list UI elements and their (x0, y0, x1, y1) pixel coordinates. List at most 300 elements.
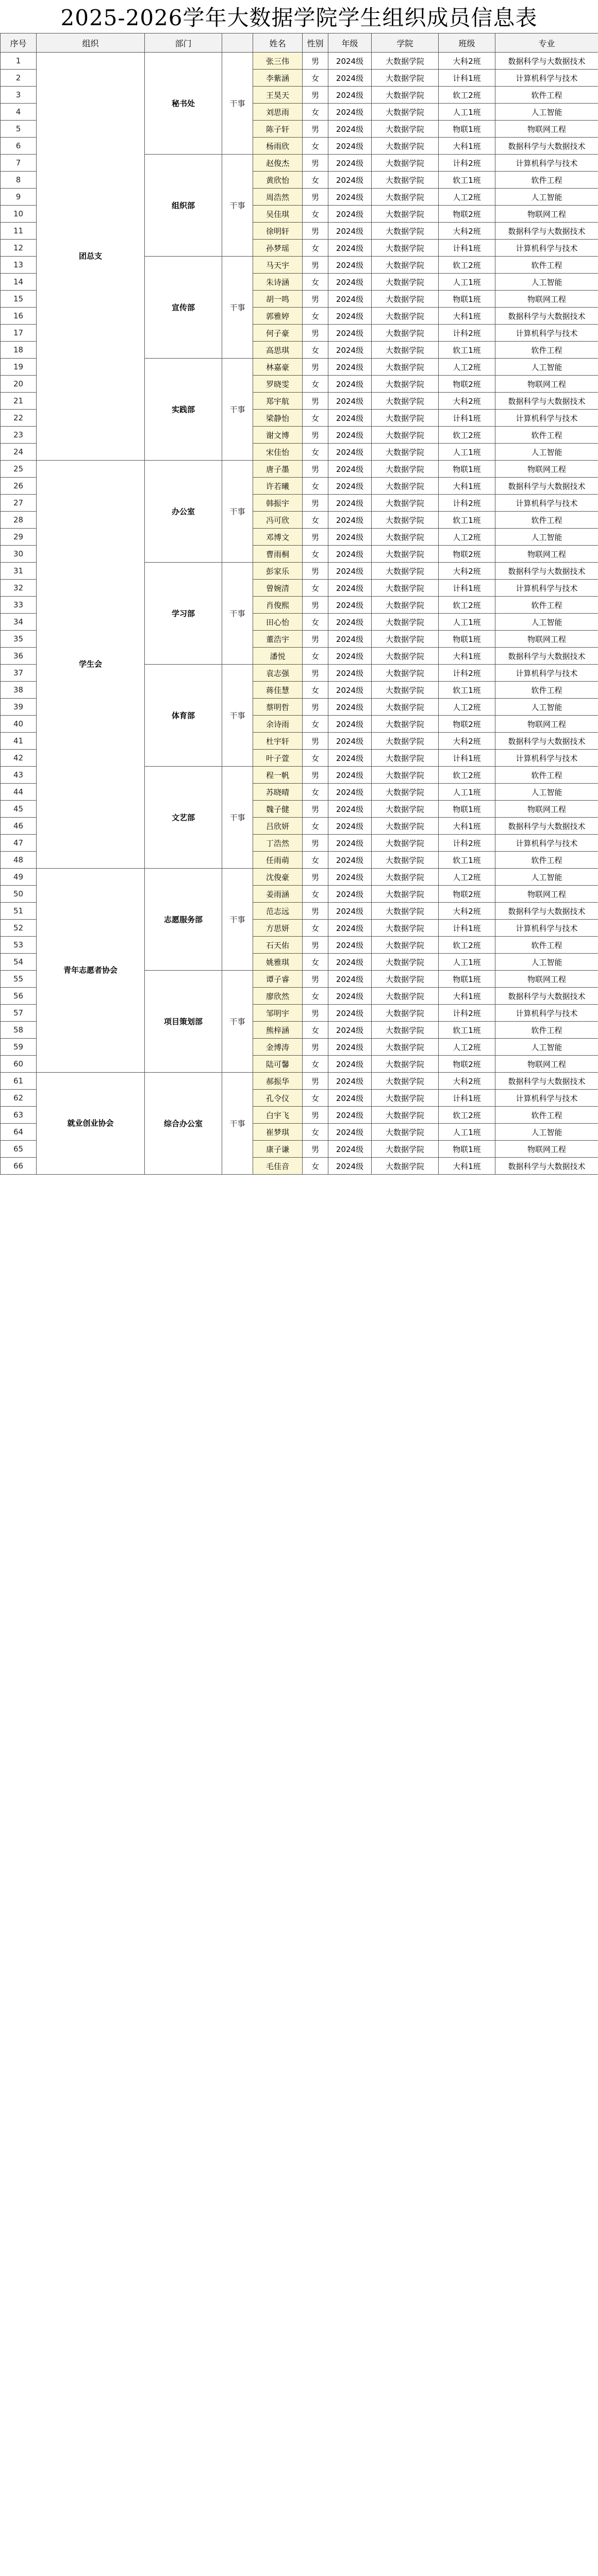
table-row (1, 869, 598, 886)
member-grade-cell: 2024级 (328, 461, 372, 478)
row-index-cell: 61 (1, 1073, 37, 1090)
member-class-cell: 软工1班 (439, 852, 495, 869)
member-grade-cell: 2024级 (328, 1056, 372, 1073)
header-cell-index: 序号 (1, 33, 37, 53)
member-name-cell: 程一帆 (253, 767, 303, 784)
member-college-cell: 大数据学院 (372, 1073, 439, 1090)
member-class-cell: 软工2班 (439, 1107, 495, 1124)
row-index-cell: 29 (1, 529, 37, 546)
member-major-cell: 软件工程 (495, 852, 598, 869)
row-index-cell: 60 (1, 1056, 37, 1073)
member-college-cell: 大数据学院 (372, 886, 439, 903)
member-major-cell: 计算机科学与技术 (495, 920, 598, 937)
member-gender-cell: 男 (303, 903, 328, 920)
member-class-cell: 软工2班 (439, 597, 495, 614)
member-name-cell: 邹明宇 (253, 1005, 303, 1022)
member-gender-cell: 男 (303, 665, 328, 682)
member-name-cell: 郑宇航 (253, 393, 303, 410)
member-college-cell: 大数据学院 (372, 614, 439, 631)
member-name-cell: 范志远 (253, 903, 303, 920)
member-grade-cell: 2024级 (328, 427, 372, 444)
row-index-cell: 62 (1, 1090, 37, 1107)
member-name-cell: 何子豪 (253, 325, 303, 342)
member-grade-cell: 2024级 (328, 393, 372, 410)
member-name-cell: 魏子健 (253, 801, 303, 818)
member-grade-cell: 2024级 (328, 716, 372, 733)
member-grade-cell: 2024级 (328, 206, 372, 223)
member-gender-cell: 男 (303, 971, 328, 988)
row-index-cell: 53 (1, 937, 37, 954)
member-college-cell: 大数据学院 (372, 291, 439, 308)
member-class-cell: 软工1班 (439, 682, 495, 699)
member-major-cell: 物联网工程 (495, 1141, 598, 1158)
member-grade-cell: 2024级 (328, 274, 372, 291)
member-grade-cell: 2024级 (328, 1005, 372, 1022)
member-name-cell: 曾婉清 (253, 580, 303, 597)
member-grade-cell: 2024级 (328, 87, 372, 104)
member-class-cell: 物联1班 (439, 971, 495, 988)
member-name-cell: 孔令仪 (253, 1090, 303, 1107)
row-index-cell: 30 (1, 546, 37, 563)
member-grade-cell: 2024级 (328, 563, 372, 580)
row-index-cell: 58 (1, 1022, 37, 1039)
department-cell: 实践部 (145, 359, 222, 461)
header-cell-grade: 年级 (328, 33, 372, 53)
member-grade-cell: 2024级 (328, 869, 372, 886)
member-college-cell: 大数据学院 (372, 155, 439, 172)
role-category-cell: 干事 (222, 461, 253, 563)
member-grade-cell: 2024级 (328, 1090, 372, 1107)
member-gender-cell: 男 (303, 631, 328, 648)
row-index-cell: 19 (1, 359, 37, 376)
member-class-cell: 大科2班 (439, 53, 495, 70)
member-college-cell: 大数据学院 (372, 1039, 439, 1056)
member-major-cell: 数据科学与大数据技术 (495, 903, 598, 920)
member-college-cell: 大数据学院 (372, 580, 439, 597)
member-college-cell: 大数据学院 (372, 631, 439, 648)
member-name-cell: 谭子睿 (253, 971, 303, 988)
member-grade-cell: 2024级 (328, 291, 372, 308)
member-name-cell: 韩振宇 (253, 495, 303, 512)
member-gender-cell: 女 (303, 580, 328, 597)
organization-cell: 学生会 (37, 461, 145, 869)
member-grade-cell: 2024级 (328, 495, 372, 512)
row-index-cell: 40 (1, 716, 37, 733)
member-major-cell: 软件工程 (495, 257, 598, 274)
member-gender-cell: 女 (303, 920, 328, 937)
member-class-cell: 计科1班 (439, 1090, 495, 1107)
member-gender-cell: 女 (303, 1022, 328, 1039)
member-college-cell: 大数据学院 (372, 104, 439, 121)
member-name-cell: 高思琪 (253, 342, 303, 359)
member-class-cell: 人工1班 (439, 274, 495, 291)
member-major-cell: 人工智能 (495, 104, 598, 121)
member-grade-cell: 2024级 (328, 529, 372, 546)
member-college-cell: 大数据学院 (372, 920, 439, 937)
member-class-cell: 物联1班 (439, 291, 495, 308)
member-name-cell: 张三伟 (253, 53, 303, 70)
member-college-cell: 大数据学院 (372, 53, 439, 70)
member-grade-cell: 2024级 (328, 852, 372, 869)
member-major-cell: 数据科学与大数据技术 (495, 1158, 598, 1175)
member-gender-cell: 女 (303, 614, 328, 631)
member-class-cell: 软工1班 (439, 1022, 495, 1039)
department-cell: 项目策划部 (145, 971, 222, 1073)
member-grade-cell: 2024级 (328, 699, 372, 716)
member-college-cell: 大数据学院 (372, 648, 439, 665)
member-grade-cell: 2024级 (328, 784, 372, 801)
member-class-cell: 人工1班 (439, 614, 495, 631)
member-grade-cell: 2024级 (328, 1124, 372, 1141)
member-grade-cell: 2024级 (328, 104, 372, 121)
row-index-cell: 46 (1, 818, 37, 835)
member-college-cell: 大数据学院 (372, 767, 439, 784)
row-index-cell: 31 (1, 563, 37, 580)
member-college-cell: 大数据学院 (372, 495, 439, 512)
department-cell: 组织部 (145, 155, 222, 257)
member-major-cell: 物联网工程 (495, 971, 598, 988)
department-cell: 文艺部 (145, 767, 222, 869)
member-class-cell: 大科2班 (439, 223, 495, 240)
member-name-cell: 赵俊杰 (253, 155, 303, 172)
row-index-cell: 39 (1, 699, 37, 716)
member-name-cell: 毛佳音 (253, 1158, 303, 1175)
row-index-cell: 21 (1, 393, 37, 410)
member-gender-cell: 女 (303, 750, 328, 767)
member-gender-cell: 女 (303, 716, 328, 733)
member-name-cell: 罗晓雯 (253, 376, 303, 393)
member-college-cell: 大数据学院 (372, 1124, 439, 1141)
member-major-cell: 计算机科学与技术 (495, 495, 598, 512)
member-gender-cell: 女 (303, 308, 328, 325)
member-class-cell: 软工1班 (439, 342, 495, 359)
member-college-cell: 大数据学院 (372, 733, 439, 750)
member-major-cell: 物联网工程 (495, 461, 598, 478)
member-grade-cell: 2024级 (328, 121, 372, 138)
row-index-cell: 54 (1, 954, 37, 971)
member-major-cell: 物联网工程 (495, 1056, 598, 1073)
member-college-cell: 大数据学院 (372, 325, 439, 342)
member-class-cell: 计科1班 (439, 580, 495, 597)
member-name-cell: 田心怡 (253, 614, 303, 631)
member-gender-cell: 男 (303, 155, 328, 172)
member-name-cell: 林嘉豪 (253, 359, 303, 376)
member-grade-cell: 2024级 (328, 835, 372, 852)
member-gender-cell: 男 (303, 223, 328, 240)
row-index-cell: 38 (1, 682, 37, 699)
member-college-cell: 大数据学院 (372, 206, 439, 223)
member-name-cell: 冯可欣 (253, 512, 303, 529)
row-index-cell: 17 (1, 325, 37, 342)
member-major-cell: 物联网工程 (495, 206, 598, 223)
member-college-cell: 大数据学院 (372, 563, 439, 580)
member-gender-cell: 男 (303, 563, 328, 580)
member-name-cell: 吴佳琪 (253, 206, 303, 223)
role-category-cell: 干事 (222, 869, 253, 971)
member-grade-cell: 2024级 (328, 920, 372, 937)
member-grade-cell: 2024级 (328, 189, 372, 206)
member-name-cell: 李紫涵 (253, 70, 303, 87)
member-college-cell: 大数据学院 (372, 597, 439, 614)
header-cell-class: 班级 (439, 33, 495, 53)
organization-cell: 团总支 (37, 53, 145, 461)
member-major-cell: 软件工程 (495, 172, 598, 189)
row-index-cell: 1 (1, 53, 37, 70)
member-college-cell: 大数据学院 (372, 138, 439, 155)
row-index-cell: 37 (1, 665, 37, 682)
member-major-cell: 数据科学与大数据技术 (495, 648, 598, 665)
member-gender-cell: 女 (303, 784, 328, 801)
member-class-cell: 计科2班 (439, 665, 495, 682)
row-index-cell: 65 (1, 1141, 37, 1158)
member-class-cell: 软工2班 (439, 87, 495, 104)
table-title: 2025-2026学年大数据学院学生组织成员信息表 (0, 0, 598, 33)
member-class-cell: 物联1班 (439, 631, 495, 648)
organization-cell: 青年志愿者协会 (37, 869, 145, 1073)
member-major-cell: 软件工程 (495, 427, 598, 444)
member-class-cell: 人工1班 (439, 104, 495, 121)
member-major-cell: 物联网工程 (495, 121, 598, 138)
row-index-cell: 3 (1, 87, 37, 104)
role-category-cell: 干事 (222, 53, 253, 155)
member-gender-cell: 男 (303, 427, 328, 444)
member-roster-table (0, 33, 598, 1175)
member-major-cell: 物联网工程 (495, 716, 598, 733)
member-class-cell: 计科2班 (439, 155, 495, 172)
header-cell-gender: 性别 (303, 33, 328, 53)
member-class-cell: 软工1班 (439, 172, 495, 189)
header-row (1, 33, 598, 53)
member-college-cell: 大数据学院 (372, 869, 439, 886)
organization-cell: 就业创业协会 (37, 1073, 145, 1175)
member-gender-cell: 女 (303, 852, 328, 869)
member-major-cell: 人工智能 (495, 274, 598, 291)
member-gender-cell: 男 (303, 53, 328, 70)
member-class-cell: 人工2班 (439, 869, 495, 886)
member-major-cell: 计算机科学与技术 (495, 835, 598, 852)
member-college-cell: 大数据学院 (372, 1107, 439, 1124)
member-major-cell: 人工智能 (495, 359, 598, 376)
row-index-cell: 28 (1, 512, 37, 529)
member-major-cell: 软件工程 (495, 597, 598, 614)
member-gender-cell: 女 (303, 886, 328, 903)
member-gender-cell: 男 (303, 393, 328, 410)
member-grade-cell: 2024级 (328, 1039, 372, 1056)
member-major-cell: 数据科学与大数据技术 (495, 988, 598, 1005)
member-grade-cell: 2024级 (328, 546, 372, 563)
member-name-cell: 刘思雨 (253, 104, 303, 121)
member-grade-cell: 2024级 (328, 682, 372, 699)
member-grade-cell: 2024级 (328, 53, 372, 70)
member-name-cell: 郭雅婷 (253, 308, 303, 325)
member-grade-cell: 2024级 (328, 614, 372, 631)
roster-body (1, 53, 598, 1175)
member-gender-cell: 男 (303, 359, 328, 376)
member-gender-cell: 男 (303, 257, 328, 274)
row-index-cell: 9 (1, 189, 37, 206)
member-major-cell: 计算机科学与技术 (495, 1090, 598, 1107)
member-college-cell: 大数据学院 (372, 529, 439, 546)
member-class-cell: 物联2班 (439, 716, 495, 733)
member-grade-cell: 2024级 (328, 257, 372, 274)
member-major-cell: 计算机科学与技术 (495, 410, 598, 427)
member-name-cell: 曹雨桐 (253, 546, 303, 563)
member-gender-cell: 女 (303, 1124, 328, 1141)
member-grade-cell: 2024级 (328, 1073, 372, 1090)
member-grade-cell: 2024级 (328, 172, 372, 189)
member-class-cell: 计科1班 (439, 920, 495, 937)
member-grade-cell: 2024级 (328, 410, 372, 427)
member-class-cell: 计科2班 (439, 1005, 495, 1022)
member-class-cell: 计科1班 (439, 410, 495, 427)
member-gender-cell: 女 (303, 512, 328, 529)
header-cell-department: 部门 (145, 33, 222, 53)
member-name-cell: 姜雨涵 (253, 886, 303, 903)
row-index-cell: 11 (1, 223, 37, 240)
member-college-cell: 大数据学院 (372, 359, 439, 376)
member-grade-cell: 2024级 (328, 733, 372, 750)
member-gender-cell: 女 (303, 478, 328, 495)
member-college-cell: 大数据学院 (372, 393, 439, 410)
department-cell: 办公室 (145, 461, 222, 563)
member-class-cell: 人工1班 (439, 444, 495, 461)
row-index-cell: 36 (1, 648, 37, 665)
member-class-cell: 大科1班 (439, 818, 495, 835)
row-index-cell: 49 (1, 869, 37, 886)
member-gender-cell: 女 (303, 988, 328, 1005)
member-college-cell: 大数据学院 (372, 274, 439, 291)
member-name-cell: 朱诗涵 (253, 274, 303, 291)
member-name-cell: 杜宇轩 (253, 733, 303, 750)
member-gender-cell: 男 (303, 733, 328, 750)
member-gender-cell: 男 (303, 937, 328, 954)
member-class-cell: 大科1班 (439, 308, 495, 325)
member-name-cell: 任雨萌 (253, 852, 303, 869)
member-grade-cell: 2024级 (328, 70, 372, 87)
member-college-cell: 大数据学院 (372, 716, 439, 733)
member-name-cell: 董浩宇 (253, 631, 303, 648)
member-major-cell: 数据科学与大数据技术 (495, 563, 598, 580)
row-index-cell: 2 (1, 70, 37, 87)
member-class-cell: 大科1班 (439, 138, 495, 155)
member-class-cell: 物联1班 (439, 1141, 495, 1158)
member-name-cell: 廖欣然 (253, 988, 303, 1005)
member-grade-cell: 2024级 (328, 665, 372, 682)
member-major-cell: 软件工程 (495, 342, 598, 359)
member-gender-cell: 女 (303, 1056, 328, 1073)
role-category-cell: 干事 (222, 665, 253, 767)
member-gender-cell: 女 (303, 240, 328, 257)
member-college-cell: 大数据学院 (372, 189, 439, 206)
member-grade-cell: 2024级 (328, 155, 372, 172)
member-gender-cell: 女 (303, 546, 328, 563)
member-name-cell: 苏晓晴 (253, 784, 303, 801)
member-major-cell: 数据科学与大数据技术 (495, 223, 598, 240)
member-name-cell: 余诗雨 (253, 716, 303, 733)
member-gender-cell: 男 (303, 121, 328, 138)
row-index-cell: 43 (1, 767, 37, 784)
department-cell: 体育部 (145, 665, 222, 767)
member-class-cell: 物联2班 (439, 206, 495, 223)
row-index-cell: 27 (1, 495, 37, 512)
member-grade-cell: 2024级 (328, 325, 372, 342)
member-college-cell: 大数据学院 (372, 699, 439, 716)
member-major-cell: 软件工程 (495, 87, 598, 104)
member-grade-cell: 2024级 (328, 801, 372, 818)
row-index-cell: 10 (1, 206, 37, 223)
member-class-cell: 软工2班 (439, 257, 495, 274)
member-college-cell: 大数据学院 (372, 342, 439, 359)
member-name-cell: 许若曦 (253, 478, 303, 495)
member-major-cell: 人工智能 (495, 444, 598, 461)
member-class-cell: 大科2班 (439, 903, 495, 920)
member-name-cell: 沈俊豪 (253, 869, 303, 886)
member-class-cell: 大科2班 (439, 563, 495, 580)
member-college-cell: 大数据学院 (372, 546, 439, 563)
member-class-cell: 软工1班 (439, 512, 495, 529)
member-college-cell: 大数据学院 (372, 988, 439, 1005)
row-index-cell: 32 (1, 580, 37, 597)
member-class-cell: 人工2班 (439, 359, 495, 376)
member-gender-cell: 男 (303, 1073, 328, 1090)
member-major-cell: 软件工程 (495, 767, 598, 784)
member-grade-cell: 2024级 (328, 478, 372, 495)
member-class-cell: 人工2班 (439, 1039, 495, 1056)
member-major-cell: 计算机科学与技术 (495, 580, 598, 597)
member-major-cell: 数据科学与大数据技术 (495, 53, 598, 70)
member-class-cell: 物联1班 (439, 801, 495, 818)
member-grade-cell: 2024级 (328, 512, 372, 529)
row-index-cell: 22 (1, 410, 37, 427)
row-index-cell: 52 (1, 920, 37, 937)
row-index-cell: 25 (1, 461, 37, 478)
member-class-cell: 物联2班 (439, 546, 495, 563)
row-index-cell: 35 (1, 631, 37, 648)
member-college-cell: 大数据学院 (372, 478, 439, 495)
member-class-cell: 软工2班 (439, 937, 495, 954)
member-college-cell: 大数据学院 (372, 954, 439, 971)
row-index-cell: 63 (1, 1107, 37, 1124)
member-name-cell: 白宇飞 (253, 1107, 303, 1124)
header-cell-major: 专业 (495, 33, 598, 53)
member-name-cell: 郝振华 (253, 1073, 303, 1090)
member-gender-cell: 男 (303, 767, 328, 784)
member-class-cell: 大科1班 (439, 648, 495, 665)
member-class-cell: 大科2班 (439, 393, 495, 410)
member-name-cell: 彭家乐 (253, 563, 303, 580)
row-index-cell: 64 (1, 1124, 37, 1141)
member-name-cell: 陆可馨 (253, 1056, 303, 1073)
member-college-cell: 大数据学院 (372, 835, 439, 852)
member-gender-cell: 女 (303, 70, 328, 87)
member-college-cell: 大数据学院 (372, 1158, 439, 1175)
member-grade-cell: 2024级 (328, 359, 372, 376)
member-major-cell: 人工智能 (495, 614, 598, 631)
member-gender-cell: 男 (303, 461, 328, 478)
member-college-cell: 大数据学院 (372, 818, 439, 835)
role-category-cell: 干事 (222, 1073, 253, 1175)
member-grade-cell: 2024级 (328, 597, 372, 614)
member-major-cell: 计算机科学与技术 (495, 70, 598, 87)
member-gender-cell: 男 (303, 87, 328, 104)
member-major-cell: 数据科学与大数据技术 (495, 138, 598, 155)
member-major-cell: 人工智能 (495, 699, 598, 716)
member-grade-cell: 2024级 (328, 580, 372, 597)
member-gender-cell: 女 (303, 648, 328, 665)
member-class-cell: 人工2班 (439, 699, 495, 716)
row-index-cell: 12 (1, 240, 37, 257)
department-cell: 志愿服务部 (145, 869, 222, 971)
